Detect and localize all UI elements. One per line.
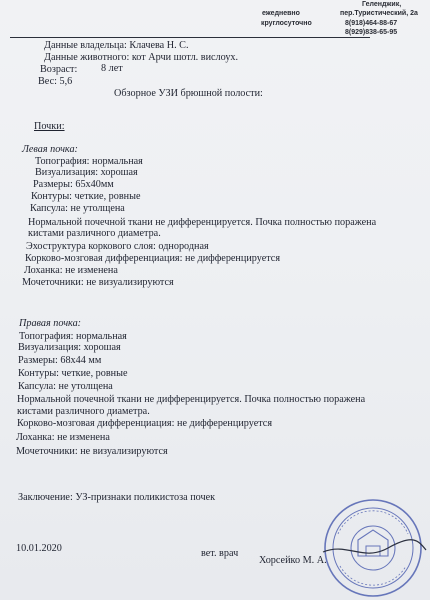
left-kidney-line: Контуры: четкие, ровные bbox=[31, 191, 141, 202]
clinic-phone-1: 8(918)464-88-67 bbox=[345, 20, 398, 27]
right-kidney-line: Контуры: четкие, ровные bbox=[18, 368, 128, 379]
kidneys-heading: Почки: bbox=[34, 121, 65, 132]
right-kidney-line: Нормальной почечной ткани не дифференцируется. Почка полностью поражена bbox=[17, 394, 366, 405]
doctor-name: Хорсейко М. А. bbox=[259, 555, 327, 566]
left-kidney-line: Капсула: не утолщена bbox=[30, 203, 125, 214]
left-kidney-line: Эхоструктура коркового слоя: однородная bbox=[26, 241, 209, 252]
right-kidney-line: Корково-мозговая дифференциация: не дифференцируется bbox=[17, 418, 273, 429]
clinic-phone-2: 8(929)838-65-95 bbox=[345, 29, 398, 36]
right-kidney-line: кистами различного диаметра. bbox=[17, 406, 150, 417]
age-label: Возраст: bbox=[40, 64, 78, 75]
signature-role: вет. врач bbox=[201, 548, 239, 559]
right-kidney-line: Лоханка: не изменена bbox=[16, 432, 110, 443]
right-kidney-line: Визуализация: хорошая bbox=[18, 342, 121, 353]
left-kidney-line: Визуализация: хорошая bbox=[35, 167, 138, 178]
clinic-city: Геленджик, bbox=[362, 1, 402, 8]
left-kidney-line: Мочеточники: не визуализируются bbox=[22, 277, 174, 288]
right-kidney-line: Размеры: 68х44 мм bbox=[18, 355, 102, 366]
left-kidney-line: Размеры: 65х40мм bbox=[33, 179, 114, 190]
clinic-hours-line2: круглосуточно bbox=[261, 20, 312, 27]
header-divider bbox=[10, 37, 370, 38]
left-kidney-line: кистами различного диаметра. bbox=[28, 228, 161, 239]
right-kidney-line: Капсула: не утолщена bbox=[18, 381, 113, 392]
exam-title: Обзорное УЗИ брюшной полости: bbox=[114, 88, 263, 99]
exam-date: 10.01.2020 bbox=[16, 543, 62, 554]
left-kidney-line: Корково-мозговая дифференциация: не дифференцируется bbox=[25, 253, 281, 264]
left-kidney-line: Нормальной почечной ткани не дифференцируется. Почка полностью поражена bbox=[28, 217, 377, 228]
animal-data: Данные животного: кот Арчи шотл. вислоух. bbox=[44, 52, 239, 63]
left-kidney-line: Лоханка: не изменена bbox=[24, 265, 118, 276]
age-value: 8 лет bbox=[101, 63, 123, 74]
left-kidney-line: Топография: нормальная bbox=[35, 156, 143, 167]
right-kidney-heading: Правая почка: bbox=[19, 318, 82, 329]
right-kidney-line: Мочеточники: не визуализируются bbox=[16, 446, 168, 457]
weight-data: Вес: 5,6 bbox=[38, 76, 73, 87]
conclusion: Заключение: УЗ-признаки поликистоза почек bbox=[18, 492, 216, 503]
left-kidney-heading: Левая почка: bbox=[22, 144, 78, 155]
clinic-stamp-icon bbox=[318, 490, 428, 600]
clinic-address: пер.Туристический, 2а bbox=[340, 10, 418, 17]
owner-data: Данные владельца: Клачева Н. С. bbox=[44, 40, 189, 51]
clinic-hours-line1: ежедневно bbox=[262, 10, 300, 17]
right-kidney-line: Топография: нормальная bbox=[19, 331, 127, 342]
